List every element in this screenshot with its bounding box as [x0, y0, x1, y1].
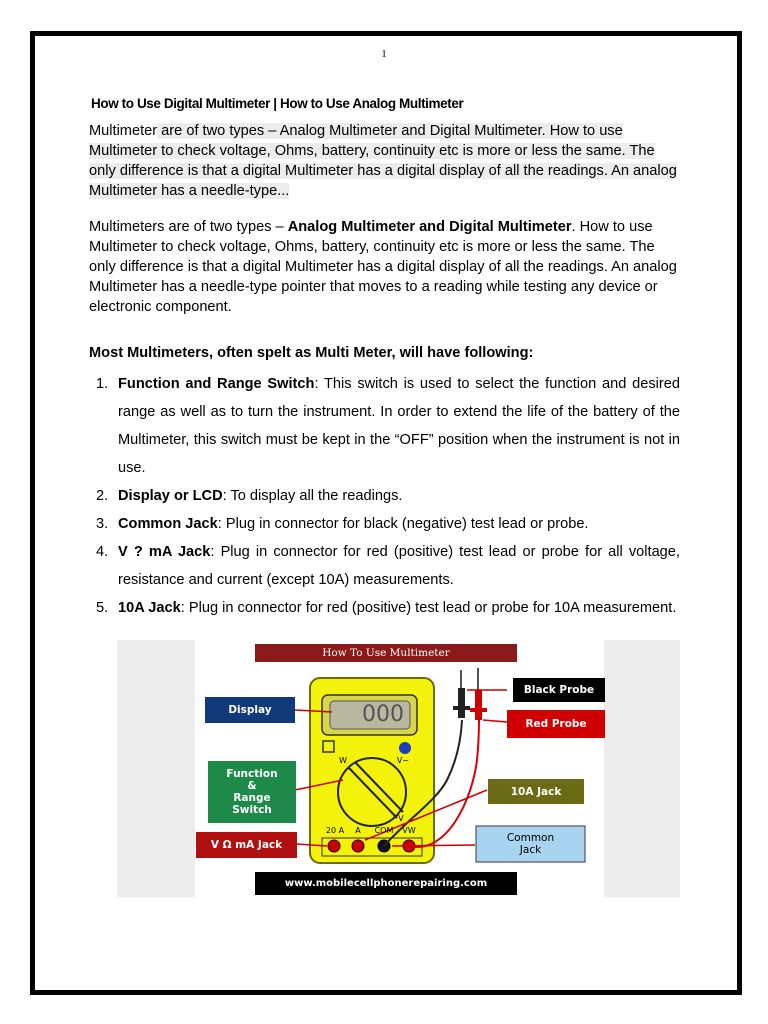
list-item: 5. 10A Jack: Plug in connector for red (positive) test lead or probe for 10A measurement. — [96, 600, 677, 616]
list-item-text: : Plug in connector for red (positive) test lead or probe for 10A measurement. — [180, 600, 677, 616]
red-probe-arrow — [483, 720, 507, 722]
port-a — [352, 840, 364, 852]
banner-title: How To Use Multimeter — [322, 647, 450, 659]
feature-list — [96, 370, 680, 622]
list-item-term: 10A Jack — [118, 600, 181, 616]
list-item-text: : This switch is used to select the function and desired range as well as to turn the instrument. In order to extend the life of the battery of the Multimeter, this switch must be kept in the “OFF” position when the instrument is not in use. — [118, 376, 681, 476]
snippet-text: are of two types – Analog Multimeter and Digital Multimeter. How to use Multimeter to check voltage, Ohms, battery, continuity etc is more or less the same. The only difference is that a digital Multimeter has a digital display of all the readings. An analog Multimeter has a needle-type... — [89, 123, 677, 199]
dial-label-v: V — [398, 814, 404, 823]
intro-bold: Analog Multimeter and Digital Multimeter — [287, 219, 572, 235]
port-label-a: A — [355, 826, 361, 835]
dial-label-w: W — [339, 756, 347, 765]
vma-label: V Ω mA Jack — [210, 839, 283, 851]
highlighted-snippet — [89, 121, 679, 201]
document-title: How to Use Digital Multimeter | How to Use Analog Multimeter — [91, 96, 464, 111]
black-probe-handle — [458, 688, 465, 718]
lcd-reading: 000 — [362, 702, 404, 727]
source-url: www.mobilecellphonerepairing.com — [284, 877, 488, 889]
list-item-term: Display or LCD — [118, 488, 223, 504]
list-item: 4. V ? mA Jack: Plug in connector for red (positive) test lead or probe for all voltage, resistance and current (except 10A) measurements. — [96, 544, 680, 588]
intro-before: Multimeters are of two types – — [89, 219, 288, 235]
snippet-first-word: Multimeter — [89, 123, 158, 139]
display-label: Display — [228, 704, 272, 716]
list-heading: Most Multimeters, often spelt as Multi Meter, will have following: — [89, 345, 534, 361]
list-item-term: V ? mA Jack — [118, 544, 211, 560]
multimeter-diagram — [117, 640, 680, 897]
list-item-text: : To display all the readings. — [222, 488, 403, 504]
list-item: 3. Common Jack: Plug in connector for black (negative) test lead or probe. — [96, 516, 589, 532]
function-label: Function & Range Switch — [226, 768, 278, 816]
page-number: 1 — [381, 48, 387, 60]
port-label-com: COM — [374, 826, 394, 835]
dial-label-vac: V~ — [396, 756, 410, 765]
red-probe-label: Red Probe — [525, 718, 587, 730]
intro-after: . How to use Multimeter to check voltage, Ohms, battery, continuity etc is more or less the same. The only difference is that a digital Multimeter has a digital display of all the readings. An analog Multimeter has a needle-type pointer that moves to a reading while testing any device or electronic component. — [89, 219, 677, 315]
black-probe-label: Black Probe — [523, 684, 595, 696]
list-item-text: : Plug in connector for black (negative) test lead or probe. — [217, 516, 589, 532]
list-item-term: Function and Range Switch — [118, 376, 315, 392]
red-probe-handle — [475, 690, 482, 720]
port-20a — [328, 840, 340, 852]
list-item: 2. Display or LCD: To display all the readings. — [96, 488, 403, 504]
common-arrow — [392, 845, 475, 846]
button-blue-icon — [399, 742, 411, 754]
list-item-text: : Plug in connector for red (positive) test lead or probe for all voltage, resistance and current (except 10A) measurements. — [118, 544, 680, 588]
common-label: Common Jack — [506, 832, 555, 856]
list-item: 1. Function and Range Switch: This switch is used to select the function and desired range as well as to turn the instrument. In order to extend the life of the battery of the Multimeter, this switch must be kept in the “OFF” position when the instrument is not in use. — [96, 376, 681, 476]
list-item-term: Common Jack — [118, 516, 218, 532]
port-label-vw: VW — [402, 826, 416, 835]
port-label-20a: 20 A — [325, 826, 345, 835]
intro-paragraph — [89, 217, 684, 317]
tenA-label: 10A Jack — [510, 785, 562, 798]
